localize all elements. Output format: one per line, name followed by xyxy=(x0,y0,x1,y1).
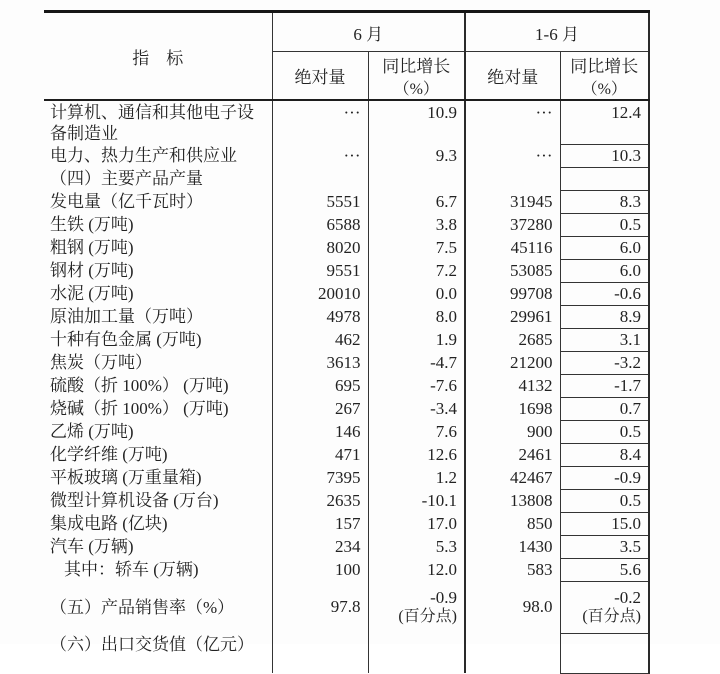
indicator-cell: 原油加工量（万吨） xyxy=(50,307,203,326)
yoy-june-cell: 0.0 xyxy=(368,282,465,305)
table-row xyxy=(44,282,649,305)
yoy-jan-june-cell: 3.5 xyxy=(560,535,649,558)
yoy-jan-june-cell: 6.0 xyxy=(560,259,649,282)
abs-june-cell: ··· xyxy=(272,100,368,144)
yoy-jan-june-cell: 10.3 xyxy=(560,144,649,167)
yoy-label: 同比增长 xyxy=(382,57,451,76)
unit-note: (百分点) xyxy=(398,608,457,625)
abs-june-cell: 3613 xyxy=(272,351,368,374)
abs-june-cell: 2635 xyxy=(272,489,368,512)
indicator-cell: 硫酸（折 100%） (万吨) xyxy=(50,376,229,395)
yoy-jan-june-cell: -0.6 xyxy=(560,282,649,305)
abs-jan-june-cell: 29961 xyxy=(465,305,560,328)
header-jan-june: 1-6 月 xyxy=(465,12,649,52)
abs-june-cell: 7395 xyxy=(272,466,368,489)
abs-jan-june-cell: 1430 xyxy=(465,535,560,558)
yoy-jan-june-cell: 6.0 xyxy=(560,236,649,259)
yoy-jan-june-cell xyxy=(560,167,649,190)
abs-june-cell: 471 xyxy=(272,443,368,466)
yoy-june-cell: 1.2 xyxy=(368,466,465,489)
table-row xyxy=(44,305,649,328)
yoy-jan-june-cell: 8.9 xyxy=(560,305,649,328)
header-yoy-jan-june xyxy=(560,52,649,101)
table-row xyxy=(44,213,649,236)
table-row xyxy=(44,167,649,190)
table-row xyxy=(44,100,649,144)
abs-jan-june-cell: 37280 xyxy=(465,213,560,236)
indicator-cell: （五）产品销售率（%） xyxy=(50,597,235,617)
header-abs-june: 绝对量 xyxy=(272,52,368,101)
yoy-june-cell: 12.0 xyxy=(368,558,465,581)
yoy-jan-june-cell: -0.9 xyxy=(560,466,649,489)
yoy-june-cell: 7.5 xyxy=(368,236,465,259)
indicator-cell: 十种有色金属 (万吨) xyxy=(50,330,202,349)
yoy-jan-june-cell xyxy=(560,633,649,673)
yoy-june-cell: 6.7 xyxy=(368,190,465,213)
abs-jan-june-cell: 13808 xyxy=(465,489,560,512)
abs-june-cell: 5551 xyxy=(272,190,368,213)
yoy-june-cell: -4.7 xyxy=(368,351,465,374)
abs-jan-june-cell: 31945 xyxy=(465,190,560,213)
abs-june-cell: 146 xyxy=(272,420,368,443)
yoy-jan-june-cell: 8.4 xyxy=(560,443,649,466)
abs-jan-june-cell xyxy=(465,633,560,673)
abs-june-cell: 6588 xyxy=(272,213,368,236)
yoy-jan-june-cell: -0.2 (百分点) xyxy=(560,581,649,633)
abs-jan-june-cell: 2461 xyxy=(465,443,560,466)
indicator-cell: 焦炭（万吨） xyxy=(50,353,152,372)
abs-june-cell: 4978 xyxy=(272,305,368,328)
unit-note: (百分点) xyxy=(582,608,642,625)
indicator-cell: 烧碱（折 100%） (万吨) xyxy=(50,399,229,418)
abs-june-cell: 157 xyxy=(272,512,368,535)
indicator-cell: （六）出口交货值（亿元） xyxy=(50,635,254,654)
yoy-jan-june-cell: 15.0 xyxy=(560,512,649,535)
yoy-june-cell: 7.2 xyxy=(368,259,465,282)
abs-june-cell xyxy=(272,167,368,190)
yoy-june-cell: 3.8 xyxy=(368,213,465,236)
indicator-cell: 水泥 (万吨) xyxy=(50,284,134,303)
indicator-cell: 生铁 (万吨) xyxy=(50,215,134,234)
table-row xyxy=(44,558,649,581)
table-row xyxy=(44,397,649,420)
indicator-cell: 钢材 (万吨) xyxy=(50,261,134,280)
table-row xyxy=(44,236,649,259)
yoy-june-cell: -0.9 (百分点) xyxy=(368,581,465,633)
indicator-cell: 微型计算机设备 (万台) xyxy=(50,491,219,510)
header-group-row xyxy=(44,12,649,52)
indicator-cell: 乙烯 (万吨) xyxy=(50,422,134,441)
yoy-jan-june-cell: 0.5 xyxy=(560,213,649,236)
header-yoy-june xyxy=(368,52,465,101)
yoy-jan-june-cell: -3.2 xyxy=(560,351,649,374)
yoy-june-cell: -7.6 xyxy=(368,374,465,397)
indicator-cell: 化学纤维 (万吨) xyxy=(50,445,168,464)
abs-june-cell: 100 xyxy=(272,558,368,581)
yoy-june-cell: -3.4 xyxy=(368,397,465,420)
table-row xyxy=(44,259,649,282)
yoy-june-cell: 17.0 xyxy=(368,512,465,535)
table-body xyxy=(44,100,649,673)
table-row xyxy=(44,374,649,397)
abs-june-cell: 695 xyxy=(272,374,368,397)
abs-jan-june-cell: 583 xyxy=(465,558,560,581)
table-row xyxy=(44,489,649,512)
abs-june-cell: 20010 xyxy=(272,282,368,305)
yoy-june-cell: 5.3 xyxy=(368,535,465,558)
yoy-jan-june-cell: 8.3 xyxy=(560,190,649,213)
yoy-june-cell: 10.9 xyxy=(368,100,465,144)
yoy-june-cell: 12.6 xyxy=(368,443,465,466)
abs-jan-june-cell: 99708 xyxy=(465,282,560,305)
yoy-unit: （%） xyxy=(581,81,627,98)
header-abs-jan-june: 绝对量 xyxy=(465,52,560,101)
table-row xyxy=(44,351,649,374)
yoy-jan-june-cell: 3.1 xyxy=(560,328,649,351)
abs-jan-june-cell: 900 xyxy=(465,420,560,443)
yoy-june-cell: 7.6 xyxy=(368,420,465,443)
abs-jan-june-cell: 21200 xyxy=(465,351,560,374)
table-header xyxy=(44,12,649,101)
yoy-june-cell xyxy=(368,633,465,673)
yoy-unit: （%） xyxy=(393,81,439,98)
abs-jan-june-cell: 1698 xyxy=(465,397,560,420)
yoy-jan-june-cell: 0.7 xyxy=(560,397,649,420)
abs-june-cell: ··· xyxy=(272,144,368,167)
yoy-jan-june-cell: -1.7 xyxy=(560,374,649,397)
yoy-june-cell: 9.3 xyxy=(368,144,465,167)
table-row xyxy=(44,420,649,443)
indicator-cell: （四）主要产品产量 xyxy=(50,169,203,188)
abs-jan-june-cell: 45116 xyxy=(465,236,560,259)
abs-jan-june-cell: 53085 xyxy=(465,259,560,282)
table-row xyxy=(44,190,649,213)
indicator-cell: 发电量（亿千瓦时） xyxy=(50,192,203,211)
yoy-june-cell xyxy=(368,167,465,190)
yoy-jan-june-cell: 0.5 xyxy=(560,489,649,512)
yoy-jan-june-cell: 5.6 xyxy=(560,558,649,581)
indicator-cell: 粗钢 (万吨) xyxy=(50,238,134,257)
industrial-output-table xyxy=(44,10,650,674)
abs-jan-june-cell: ··· xyxy=(465,100,560,144)
header-june: 6 月 xyxy=(272,12,465,52)
abs-jan-june-cell xyxy=(465,167,560,190)
abs-jan-june-cell: 42467 xyxy=(465,466,560,489)
abs-jan-june-cell: 2685 xyxy=(465,328,560,351)
abs-june-cell: 9551 xyxy=(272,259,368,282)
indicator-cell: 汽车 (万辆) xyxy=(50,537,134,556)
abs-june-cell: 8020 xyxy=(272,236,368,259)
table-row xyxy=(44,581,649,633)
indicator-cell: 集成电路 (亿块) xyxy=(50,514,168,533)
table-row xyxy=(44,328,649,351)
yoy-june-cell: -10.1 xyxy=(368,489,465,512)
abs-june-cell: 462 xyxy=(272,328,368,351)
indicator-cell: 平板玻璃 (万重量箱) xyxy=(50,468,202,487)
yoy-jan-june-cell: 12.4 xyxy=(560,100,649,144)
abs-jan-june-cell: ··· xyxy=(465,144,560,167)
yoy-label: 同比增长 xyxy=(570,57,639,76)
abs-jan-june-cell: 850 xyxy=(465,512,560,535)
abs-june-cell: 234 xyxy=(272,535,368,558)
abs-june-cell: 97.8 xyxy=(272,581,368,633)
table-row xyxy=(44,144,649,167)
indicator-cell: 其中：轿车 (万辆) xyxy=(64,560,199,579)
table-row xyxy=(44,466,649,489)
table-row xyxy=(44,535,649,558)
table-row xyxy=(44,512,649,535)
abs-june-cell: 267 xyxy=(272,397,368,420)
indicator-cell: 计算机、通信和其他电子设备制造业 xyxy=(50,103,254,143)
indicator-cell: 电力、热力生产和供应业 xyxy=(50,146,237,165)
abs-jan-june-cell: 4132 xyxy=(465,374,560,397)
abs-jan-june-cell: 98.0 xyxy=(465,581,560,633)
abs-june-cell xyxy=(272,633,368,673)
yoy-june-cell: 1.9 xyxy=(368,328,465,351)
table-row xyxy=(44,443,649,466)
table-row xyxy=(44,633,649,673)
yoy-jan-june-cell: 0.5 xyxy=(560,420,649,443)
header-indicator: 指 标 xyxy=(44,12,272,101)
yoy-june-cell: 8.0 xyxy=(368,305,465,328)
